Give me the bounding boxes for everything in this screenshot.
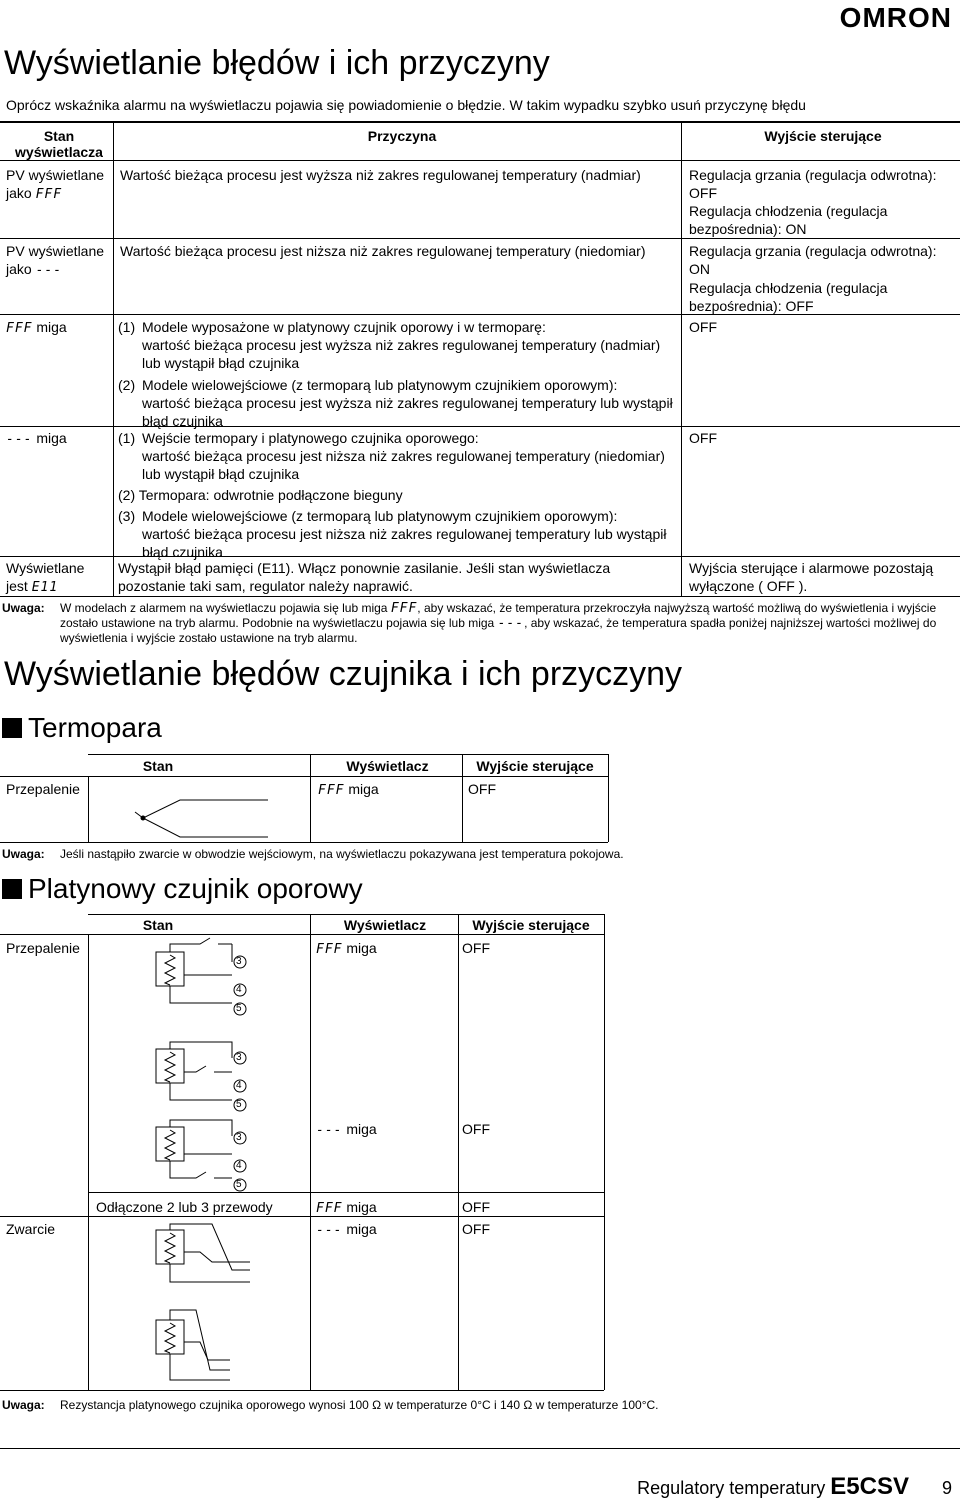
row1-output1: Regulacja grzania (regulacja odwrotna): OFF	[689, 167, 937, 201]
terminal-4: 4	[236, 1080, 242, 1091]
heading-rtd: Platynowy czujnik oporowy	[2, 873, 363, 905]
section-title-sensor: Wyświetlanie błędów czujnika i ich przyczyny	[4, 655, 683, 693]
footer-text: Regulatory temperatury	[637, 1478, 826, 1498]
rtd-header-output: Wyjście sterujące	[472, 917, 590, 933]
terminal-3: 3	[236, 1052, 242, 1063]
note-rtd: Uwaga: Rezystancja platynowego czujnika oporowego wynosi 100 Ω w temperaturze 0°C i 140 Ω w temperaturze 100°C.	[2, 1398, 659, 1412]
header-output: Wyjście sterujące	[764, 128, 882, 144]
row1-output2: Regulacja chłodzenia (regulacja bezpośrednia): ON	[689, 203, 888, 237]
row2-output1: Regulacja grzania (regulacja odwrotna): ON	[689, 243, 937, 277]
row5-cause: Wystąpił błąd pamięci (E11). Włącz ponownie zasilanie. Jeśli stan wyświetlacza pozostanie taki sam, regulator należy naprawić.	[118, 560, 611, 594]
terminal-3: 3	[236, 956, 242, 967]
row4-output: OFF	[689, 430, 717, 446]
footer-model: E5CSV	[830, 1473, 909, 1500]
rtd-row2-output: OFF	[462, 1121, 490, 1137]
rtd-row3-label: Odłączone 2 lub 3 przewody	[96, 1199, 273, 1215]
rtd-header-display: Wyświetlacz	[343, 917, 427, 933]
tc-header-output: Wyjście sterujące	[476, 758, 594, 774]
tc-row-output: OFF	[468, 781, 496, 797]
row1-state: PV wyświetlane jako FFF	[6, 167, 105, 202]
intro-text: Oprócz wskaźnika alarmu na wyświetlaczu pojawia się powiadomienie o błędzie. W takim wypadku szybko usuń przyczynę błędu	[6, 97, 806, 113]
rtd-row2-display: --- miga	[316, 1121, 377, 1138]
note-alarm: Uwaga: W modelach z alarmem na wyświetlaczu pojawia się lub miga FFF, aby wskazać, że temperatura przekroczyła najwyższą wartość możliwą do wyświetlenia i wyjście zostało ustawione na tryb alarmu. Podobnie na wyświetlaczu pojawia się lub miga ---, aby wskazać, że temperatura spadła poniżej najniższej wartości możliwej do wyświetlenia i wyjście zostało ustawione na tryb alarmu.	[2, 601, 937, 645]
page-number: 9	[941, 1478, 952, 1498]
row4-cause: (1) Wejście termopary i platynowego czujnika oporowego: wartość bieżąca procesu jest niższa niż zakres regulowanej temperatury (niedomiar) lub wystąpił błąd czujnika (2) Termopara: odwrotnie podłączone bieguny (3) Modele wielowejściowe (z termoparą lub platynowym czujnikiem oporowym): wartość bieżąca procesu jest niższa niż zakres regulowanej temperatury lub wystąpił błąd czujnika	[118, 430, 667, 560]
rtd-short-label: Zwarcie	[6, 1221, 56, 1237]
row2-state: PV wyświetlane jako ---	[6, 243, 105, 278]
row3-cause: (1) Modele wyposażone w platynowy czujnik oporowy i w termoparę: wartość bieżąca procesu jest wyższa niż zakres regulowanej temperatury (nadmiar) lub wystąpił błąd czujnika (2) Modele wielowejściowe (z termoparą lub platynowym czujnikiem oporowym): wartość bieżąca procesu jest wyższa niż zakres regulowanej temperatury lub wystąpił błąd czujnika	[118, 319, 673, 429]
row2-output2: Regulacja chłodzenia (regulacja bezpośrednia): OFF	[689, 280, 888, 314]
terminal-5: 5	[236, 1099, 242, 1110]
rtd-header-state: Stan	[142, 917, 174, 933]
tc-header-display: Wyświetlacz	[346, 758, 429, 774]
terminal-5: 5	[236, 1003, 242, 1014]
rtd-row3-display: FFF miga	[316, 1199, 377, 1216]
tc-row-display: FFF miga	[318, 781, 379, 798]
brand-logo: OMRON	[839, 2, 952, 33]
row5-output: Wyjścia sterujące i alarmowe pozostają wyłączone ( OFF ).	[689, 560, 934, 594]
heading-thermocouple: Termopara	[2, 712, 162, 744]
row1-cause: Wartość bieżąca procesu jest wyższa niż zakres regulowanej temperatury (nadmiar)	[120, 167, 641, 183]
row3-state: FFF miga	[6, 319, 67, 336]
rtd-burnout-label: Przepalenie	[6, 940, 80, 956]
row5-state: Wyświetlane jest E11	[6, 560, 85, 595]
rtd-row1-display: FFF miga	[316, 940, 377, 957]
tc-row-label: Przepalenie	[6, 781, 80, 797]
rtd-row4-output: OFF	[462, 1221, 490, 1237]
row4-state: --- miga	[6, 430, 67, 447]
terminal-4: 4	[236, 1160, 242, 1171]
rtd-row3-output: OFF	[462, 1199, 490, 1215]
row2-cause: Wartość bieżąca procesu jest niższa niż zakres regulowanej temperatury (niedomiar)	[120, 243, 646, 259]
note-thermocouple: Uwaga: Jeśli nastąpiło zwarcie w obwodzie wejściowym, na wyświetlaczu pokazywana jest temperatura pokojowa.	[2, 847, 624, 861]
header-cause: Przyczyna	[367, 128, 437, 144]
row3-output: OFF	[689, 319, 717, 335]
tc-header-state: Stan	[142, 758, 174, 774]
header-state: Stan wyświetlacza	[15, 128, 103, 160]
terminal-5: 5	[236, 1179, 242, 1190]
rtd-row1-output: OFF	[462, 940, 490, 956]
rtd-row4-display: --- miga	[316, 1221, 377, 1238]
page-title: Wyświetlanie błędów i ich przyczyny	[4, 44, 550, 82]
terminal-4: 4	[236, 984, 242, 995]
terminal-3: 3	[236, 1132, 242, 1143]
